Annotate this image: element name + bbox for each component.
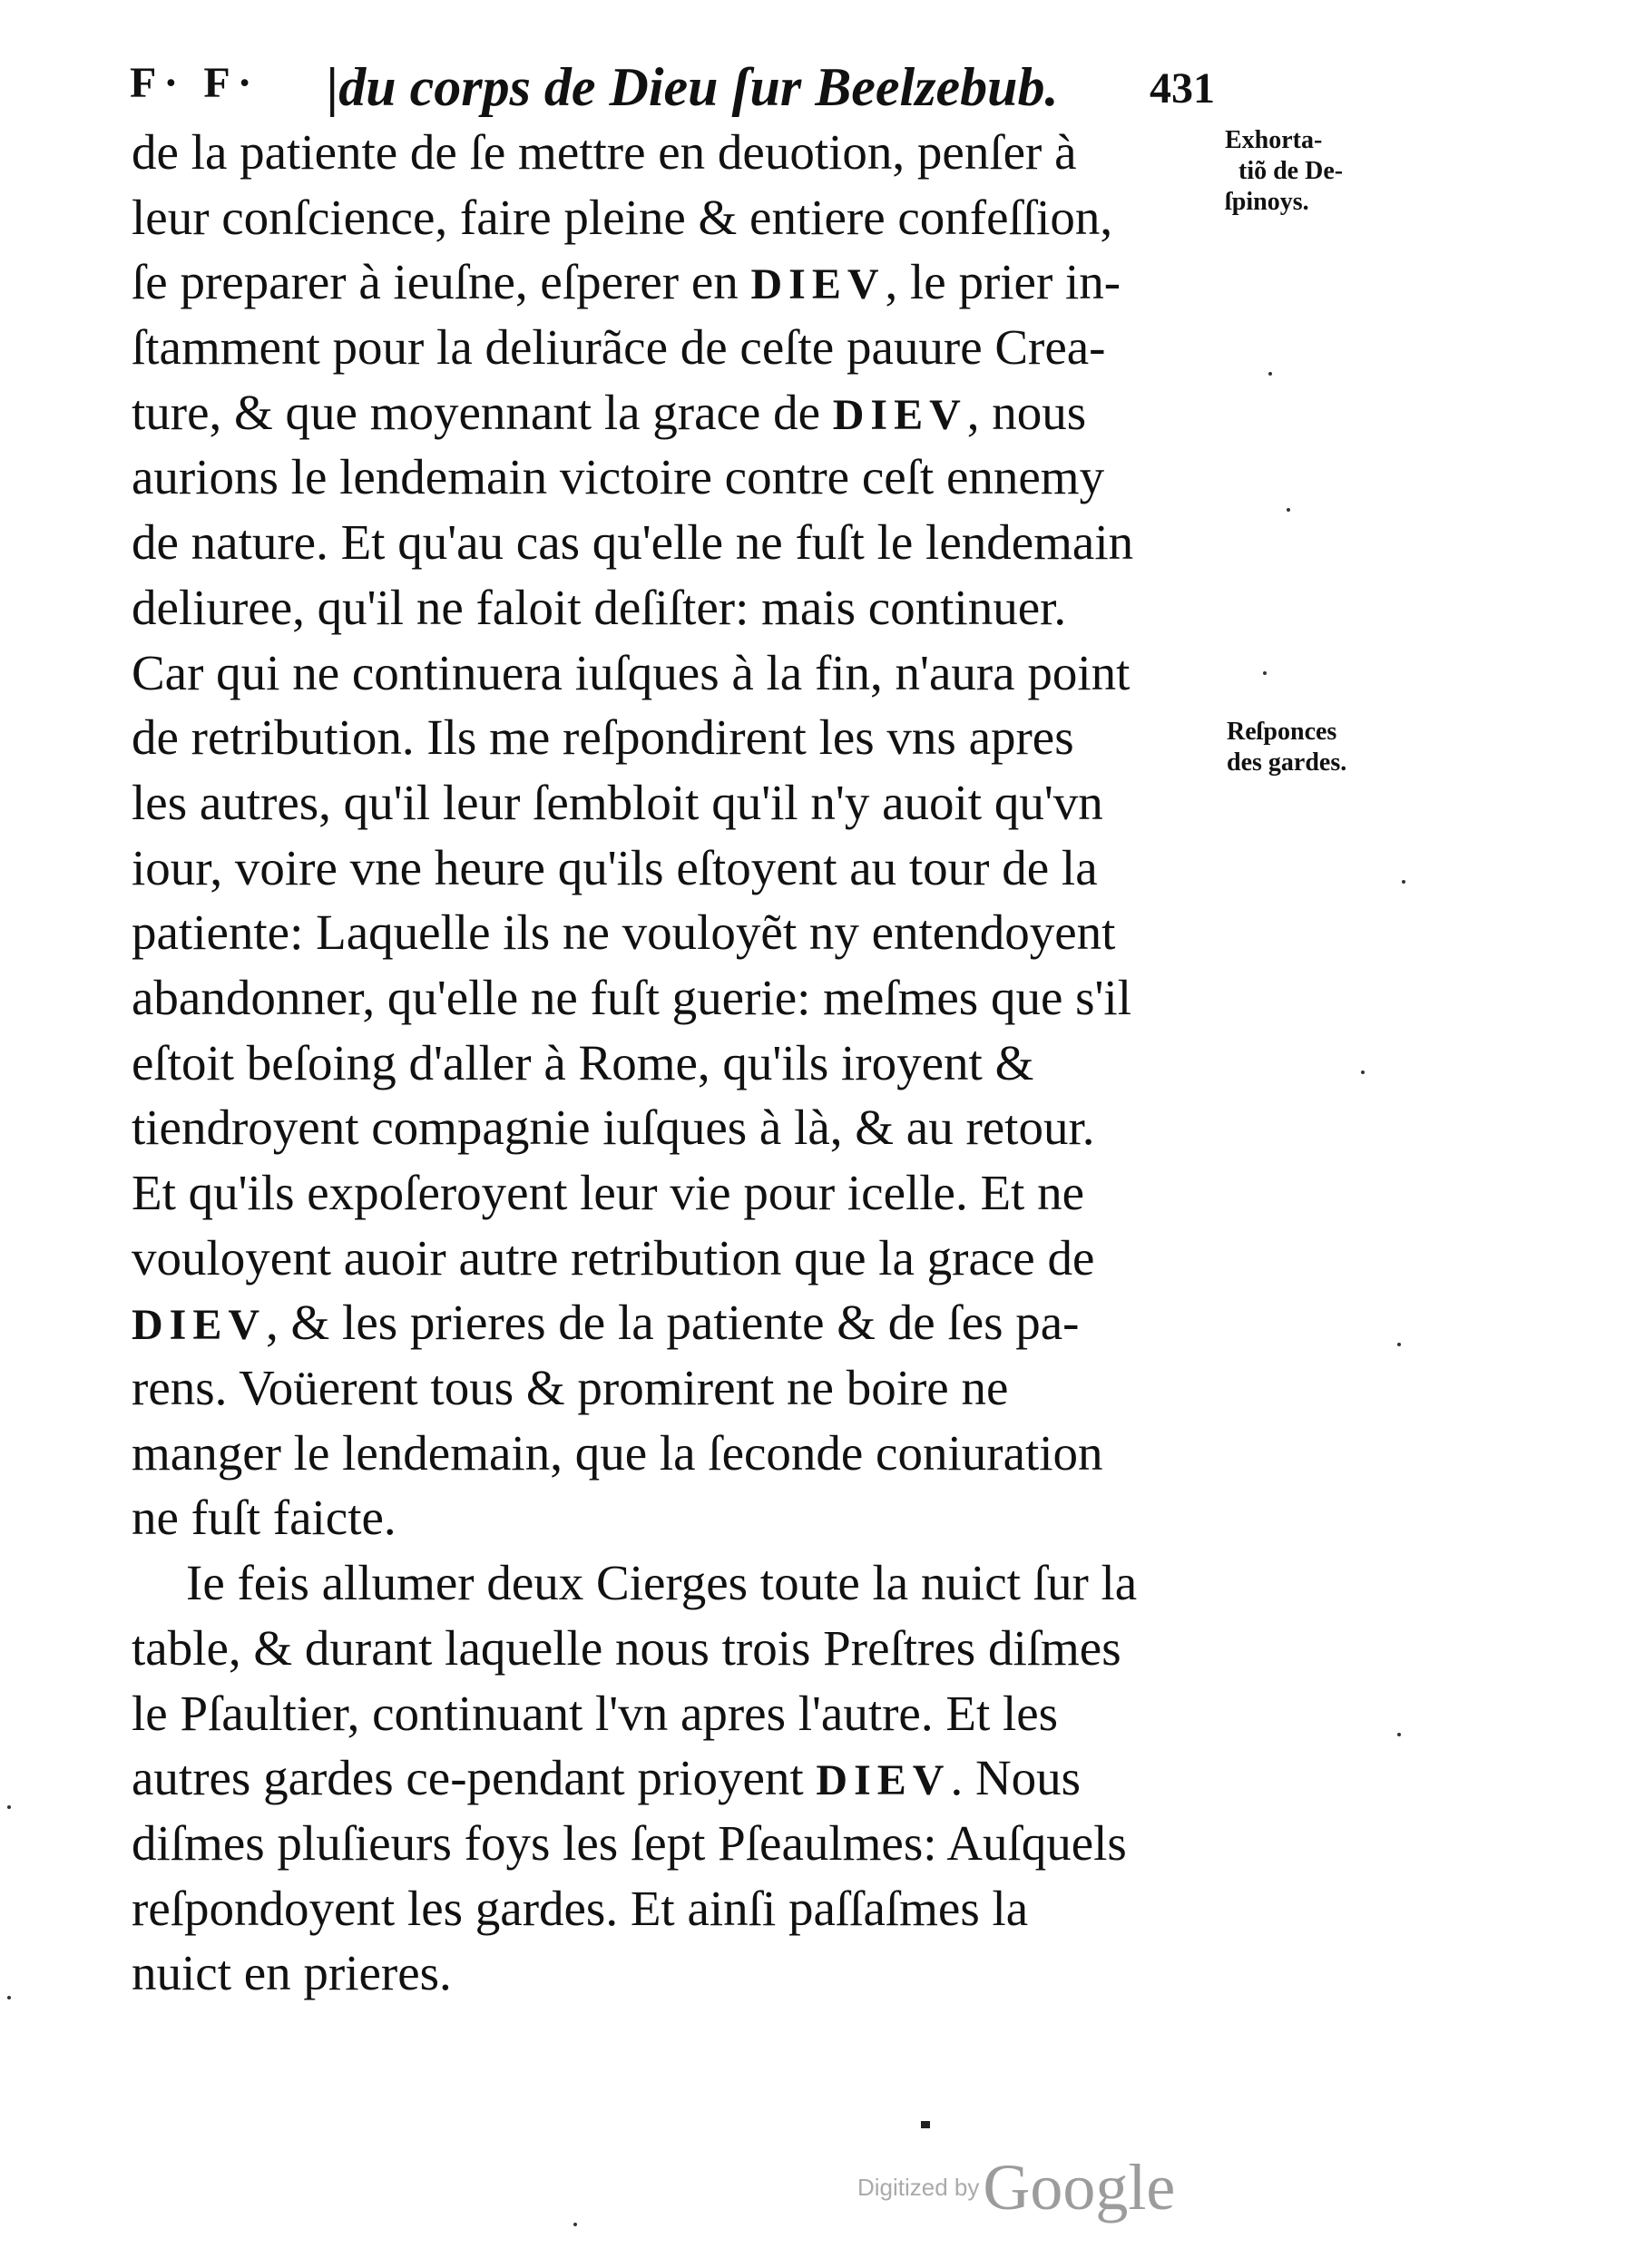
- text-segment: rens. Voüerent tous & promirent ne boire ne: [132, 1360, 1009, 1416]
- text-segment: diſmes pluſieurs foys les ſept Pſeaulmes: Auſquels: [132, 1814, 1127, 1871]
- text-segment: de la patiente de ſe mettre en deuotion, penſer à: [132, 124, 1077, 180]
- text-segment: leur conſcience, faire pleine & entiere confeſſion,: [132, 189, 1113, 245]
- text-line: [132, 185, 1243, 250]
- text-line: [132, 120, 1243, 185]
- margin-note-line: des gardes.: [1227, 748, 1347, 777]
- text-segment: nuict en prieres.: [132, 1945, 452, 2001]
- text-segment: eſtoit beſoing d'aller à Rome, qu'ils iroyent &: [132, 1034, 1034, 1090]
- body-text: [132, 120, 1243, 2006]
- text-line: [132, 1941, 1243, 2006]
- text-line: [132, 1160, 1243, 1226]
- text-line: [132, 1681, 1243, 1746]
- text-line: [132, 380, 1243, 445]
- scan-speck: [1397, 1733, 1401, 1736]
- text-segment: reſpondoyent les gardes. Et ainſi paſſaſmes la: [132, 1880, 1029, 1936]
- text-line: [132, 836, 1243, 901]
- text-line: [132, 1290, 1243, 1355]
- text-line: [132, 510, 1243, 575]
- text-segment: Et qu'ils expoſeroyent leur vie pour icelle. Et ne: [132, 1165, 1084, 1220]
- text-segment: ture, & que moyennant la grace de: [132, 384, 833, 440]
- text-segment: iour, voire vne heure qu'ils eſtoyent au tour de la: [132, 839, 1098, 895]
- text-segment: de retribution. Ils me reſpondirent les vns apres: [132, 709, 1074, 766]
- scan-speck: [1361, 1070, 1365, 1074]
- margin-note-line: Reſponces: [1227, 718, 1337, 746]
- text-segment: autres gardes ce-pendant prioyent: [132, 1750, 817, 1806]
- watermark-prefix: Digitized by: [857, 2174, 980, 2201]
- text-segment: abandonner, qu'elle ne fuſt guerie: meſmes que s'il: [132, 969, 1131, 1025]
- text-line: [132, 249, 1243, 315]
- text-segment: manger le lendemain, que la ſeconde coniuration: [132, 1424, 1103, 1481]
- page-header: [122, 56, 1238, 120]
- text-line: [132, 1745, 1243, 1811]
- margin-note-responces: [1227, 717, 1390, 778]
- text-segment: , le prier in-: [885, 254, 1121, 310]
- text-segment: de nature. Et qu'au cas qu'elle ne fuſt le lendemain: [132, 514, 1134, 571]
- scan-speck: [1268, 372, 1272, 376]
- scan-speck: [7, 1805, 11, 1809]
- text-segment: table, & durant laquelle nous trois Preſtres diſmes: [132, 1619, 1121, 1676]
- text-line: [132, 1485, 1243, 1550]
- text-segment: , nous: [966, 384, 1087, 440]
- digitized-watermark: [857, 2150, 1175, 2225]
- scan-speck: [1397, 1343, 1401, 1346]
- text-segment: ne fuſt faicte.: [132, 1490, 396, 1546]
- text-line: [132, 315, 1243, 380]
- printer-marks: F· F·: [130, 59, 259, 107]
- text-line: [132, 1876, 1243, 1941]
- text-line: [132, 575, 1243, 640]
- text-segment: vouloyent auoir autre retribution que la grace de: [132, 1229, 1095, 1286]
- small-caps-word: DIEV: [832, 390, 967, 439]
- text-line: [132, 1616, 1243, 1681]
- text-segment: Ie feis allumer deux Cierges toute la nuict ſur la: [186, 1555, 1138, 1611]
- text-segment: les autres, qu'il leur ſembloit qu'il n'y auoit qu'vn: [132, 774, 1103, 830]
- scan-speck: [1287, 508, 1290, 512]
- text-segment: Car qui ne continuera iuſques à la fin, n'aura point: [132, 644, 1131, 700]
- margin-note-line: ſpinoys.: [1225, 188, 1309, 216]
- scan-speck: [7, 1996, 11, 1999]
- text-line: [132, 900, 1243, 965]
- text-line: [132, 1550, 1243, 1616]
- text-line: [132, 1095, 1243, 1160]
- text-line: [132, 1421, 1243, 1486]
- text-line: [132, 445, 1243, 510]
- text-line: [132, 705, 1243, 770]
- text-segment: patiente: Laquelle ils ne vouloyẽt ny entendoyent: [132, 904, 1116, 961]
- scan-speck: [1402, 880, 1405, 884]
- text-line: [132, 965, 1243, 1031]
- small-caps-word: DIEV: [132, 1301, 267, 1350]
- small-caps-word: DIEV: [816, 1756, 951, 1805]
- text-segment: tiendroyent compagnie iuſques à là, & au retour.: [132, 1100, 1095, 1156]
- google-logo: Google: [983, 2151, 1176, 2224]
- running-title: |du corps de Dieu ſur Beelzebub.: [327, 57, 1059, 117]
- margin-note-exhortation: [1225, 125, 1388, 218]
- text-segment: deliuree, qu'il ne faloit deſiſter: mais continuer.: [132, 579, 1067, 635]
- text-line: [132, 1031, 1243, 1096]
- text-segment: ſe preparer à ieuſne, eſperer en: [132, 254, 751, 310]
- text-segment: aurions le lendemain victoire contre ceſt ennemy: [132, 449, 1105, 505]
- ornament-mark: [921, 2121, 930, 2128]
- text-line: [132, 640, 1243, 706]
- small-caps-word: DIEV: [750, 260, 886, 309]
- text-segment: le Pſaultier, continuant l'vn apres l'autre. Et les: [132, 1685, 1059, 1741]
- margin-note-line: Exhorta-: [1225, 126, 1323, 154]
- page-number: 431: [1150, 64, 1215, 112]
- scan-speck: [1263, 671, 1267, 675]
- text-line: [132, 770, 1243, 836]
- text-line: [132, 1226, 1243, 1291]
- scan-speck: [573, 2223, 577, 2226]
- text-segment: . Nous: [950, 1750, 1082, 1806]
- text-line: [132, 1355, 1243, 1421]
- text-segment: , & les prieres de la patiente & de ſes pa-: [266, 1295, 1080, 1351]
- text-segment: ſtamment pour la deliurãce de ceſte pauure Crea-: [132, 319, 1106, 376]
- text-line: [132, 1811, 1243, 1876]
- margin-note-line: tiõ de De-: [1238, 157, 1344, 185]
